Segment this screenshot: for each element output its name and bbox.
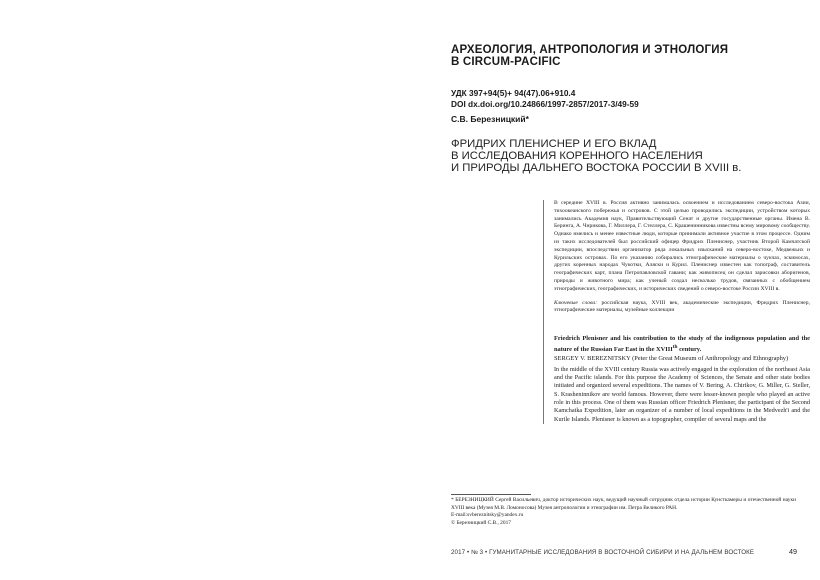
- section-title-line1: АРХЕОЛОГИЯ, АНТРОПОЛОГИЯ И ЭТНОЛОГИЯ: [451, 44, 729, 56]
- english-title-main: Friedrich Plenisner and his contribution to the study of the indigenous population and the nature of the Russian Far East in the XVIII: [554, 335, 810, 354]
- article-title-line1: ФРИДРИХ ПЛЕНИСНЕР И ЕГО ВКЛАД: [451, 138, 657, 150]
- english-title: [554, 335, 810, 355]
- section-title-line2: В CIRCUM-PACIFIC: [451, 56, 561, 68]
- author-footnote: [451, 497, 796, 527]
- keywords-text: российская наука, XVIII век, академические экспедиции, Фридрих Плениснер, этнографические материалы, музейные коллекции: [554, 299, 810, 314]
- keywords-label: Ключевые слова:: [554, 299, 598, 306]
- footnote-copyright: © Березницкий С.В., 2017: [451, 519, 511, 526]
- footnote-email[interactable]: E-mail:svbereznitsky@yandex.ru: [451, 512, 524, 519]
- abstract-russian: В середине XVIII в. Россия активно занималась освоением и исследованием северо-востока Азии, тихоокеанского побережья и островов. С этой целью проводились экспедиции, устройством которых занимались Академия наук, Правительствующий Сенат и другие государственные органы. Имена В. Беринга, А. Чирикова, Г. Миллера, Г. Стеллера, С. Крашенинникова известны всему мировому сообществу. Однако имелись и менее известные люди, которые принимали активное участие в этом процессе. Одним из таких исследователей был российский офицер Фридрих Плениснер, участник Второй Камчатской экспедиции, впоследствии организатор ряда локальных изысканий на северо-востоке, Медвежьих и Курильских островах. По его указанию собирались этнографические материалы о чукчах, эскимосах, других коренных народах Чукотки, Аляски и Курил. Плениснер известен как топограф, составитель географических карт, плана Петропавловской гавани; как живописец он сделал зарисовки аборигенов, природы и животного мира; как ученый создал несколько трудов, связанных с обобщением этнографических, географических, и исторических сведений о северо-востоке России XVIII в.: [554, 200, 810, 292]
- english-title-end: century.: [677, 346, 702, 354]
- running-footer: 2017 • № 3 • ГУМАНИТАРНЫЕ ИССЛЕДОВАНИЯ В ВОСТОЧНОЙ СИБИРИ И НА ДАЛЬНЕМ ВОСТОКЕ: [451, 549, 755, 556]
- article-title-line2: В ИССЛЕДОВАНИЯ КОРЕННОГО НАСЕЛЕНИЯ: [451, 150, 703, 162]
- article-identifiers: [451, 88, 791, 109]
- article-title: [451, 138, 796, 174]
- udk-code: УДК 397+94(5)+ 94(47).06+910.4: [451, 88, 576, 98]
- section-title: [451, 44, 791, 68]
- keywords-russian: [554, 300, 810, 316]
- abstract-english: In the middle of the XVIII century Russia was actively engaged in the exploration of the northeast Asia and the Pacific islands. For this purpose the Academy of Sciences, the Senate and other state bodies initiated and organized several expeditions. The names of V. Bering, A. Chirikov, G. Miller, G. Steller, S. Krasheninnikov are world famous. However, there were lesser-known people who played an active role in this process. One of them was Russian officer Friedrich Plenisner, the participant of the Second Kamchatka Expedition, later an organizer of a number of local expeditions in the Medvezh'i and the Kurile Islands. Plenisner is known as a topographer, compiler of several maps and the: [554, 365, 810, 423]
- article-title-line3: И ПРИРОДЫ ДАЛЬНЕГО ВОСТОКА РОССИИ В XVIII в.: [451, 162, 742, 174]
- footnote-divider: [451, 494, 531, 495]
- page-number: 49: [789, 547, 797, 556]
- english-author: SERGEY V. BEREZNITSKY (Peter the Great Museum of Anthropology and Ethnography): [554, 354, 789, 362]
- abstract-block: [543, 200, 810, 424]
- doi-link[interactable]: DOI dx.doi.org/10.24866/1997-2857/2017-3/49-59: [451, 98, 639, 109]
- english-title-sup: th: [672, 344, 678, 351]
- footnote-author-info: * БЕРЕЗНИЦКИЙ Сергей Васильевич, доктор исторических наук, ведущий научный сотрудник отдела истории Кунсткамеры и отечественной науки XVIII века (Музея М.В. Ломоносова) Музея антропологии и этнографии им. Петра Великого РАН.: [451, 497, 796, 511]
- author-name: С.В. Березницкий*: [451, 114, 529, 124]
